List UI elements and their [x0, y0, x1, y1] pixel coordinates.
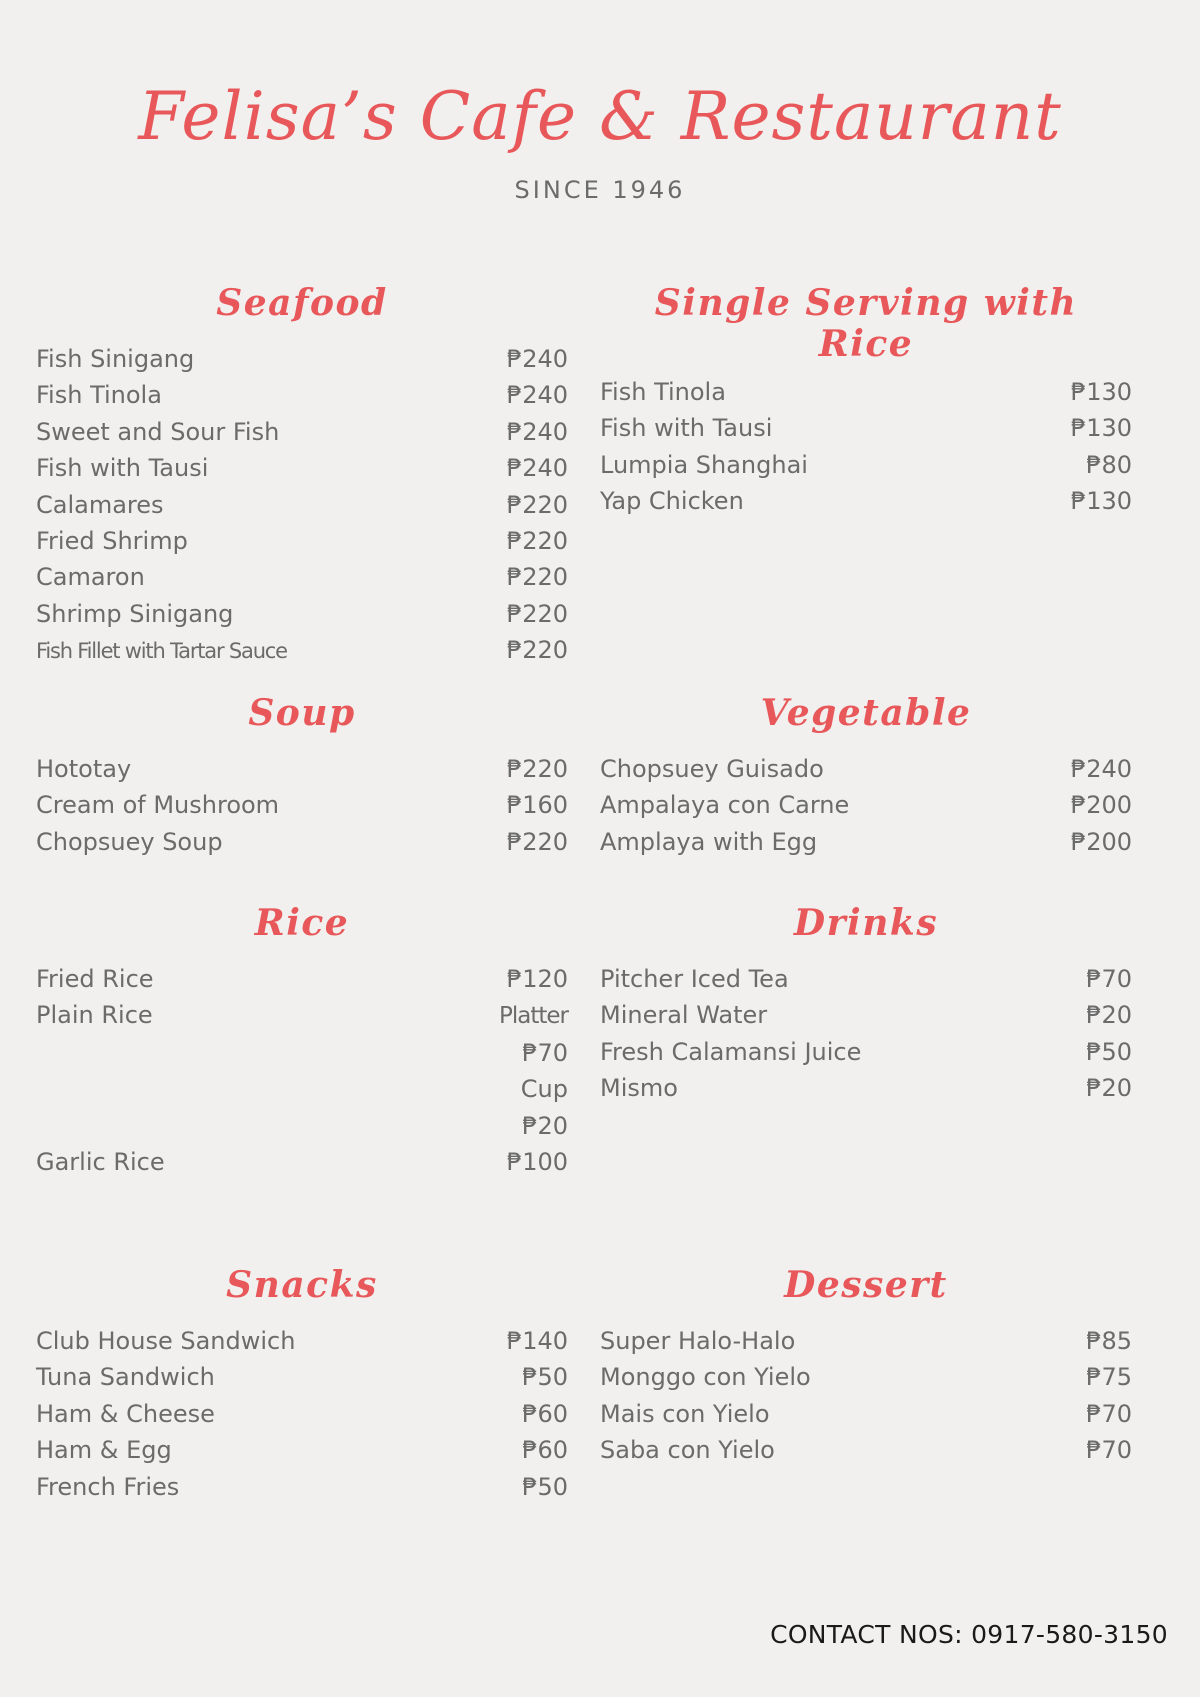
section-drinks: [600, 903, 1132, 1107]
item-price: ₱70: [1086, 1436, 1132, 1465]
menu-item: [600, 1432, 1132, 1468]
item-price: ₱70: [1086, 1399, 1132, 1428]
menu-item: [36, 377, 568, 413]
item-name: Camaron: [36, 563, 145, 592]
section-heading-soup: Soup: [248, 692, 356, 734]
item-name: Ham & Cheese: [36, 1399, 215, 1428]
menu-item: [36, 632, 568, 669]
item-price: ₱240: [506, 381, 568, 410]
item-name: Garlic Rice: [36, 1148, 165, 1177]
menu-item: [36, 997, 568, 1034]
item-name: Fried Rice: [36, 965, 154, 993]
item-price: ₱80: [1086, 450, 1132, 479]
item-price: ₱220: [506, 755, 568, 783]
section-heading-single-serving: [600, 283, 1132, 365]
item-price: ₱220: [506, 827, 568, 856]
menu-item: [36, 596, 568, 632]
menu-item: [600, 824, 1132, 860]
item-name: Ham & Egg: [36, 1436, 172, 1465]
menu-item: [36, 1144, 568, 1180]
item-name: French Fries: [36, 1472, 180, 1501]
item-price: ₱220: [506, 527, 568, 556]
menu-item: [600, 1359, 1132, 1395]
section-heading-vegetable: Vegetable: [760, 692, 972, 734]
item-price: ₱130: [1070, 487, 1132, 516]
menu-item: [600, 1323, 1132, 1359]
since-subtitle: SINCE 1946: [514, 176, 686, 204]
item-name: Amplaya with Egg: [600, 827, 818, 856]
menu-item: [600, 997, 1132, 1033]
menu-item: [36, 1323, 568, 1359]
item-price: ₱140: [506, 1327, 568, 1355]
section-heading-drinks: Drinks: [793, 902, 939, 944]
item-price: ₱200: [1070, 791, 1132, 820]
restaurant-title: Felisa’s Cafe & Restaurant: [138, 78, 1062, 155]
menu-item: [36, 1469, 568, 1505]
item-price: ₱20: [522, 1111, 568, 1140]
menu-item: [600, 1396, 1132, 1432]
item-price: ₱60: [522, 1436, 568, 1465]
item-price: ₱240: [506, 417, 568, 446]
item-name: Lumpia Shanghai: [600, 450, 808, 479]
item-name: Shrimp Sinigang: [36, 599, 234, 628]
section-heading-rice: Rice: [254, 902, 350, 944]
section-vegetable: [600, 693, 1132, 860]
menu-item: [36, 559, 568, 595]
item-name: Fish with Tausi: [36, 454, 209, 483]
menu-item: [36, 751, 568, 787]
section-seafood: [36, 283, 568, 670]
item-price: ₱50: [522, 1472, 568, 1501]
section-dessert: [600, 1265, 1132, 1469]
menu-item: [36, 450, 568, 486]
menu-item: [600, 410, 1132, 446]
item-price: ₱130: [1070, 378, 1132, 406]
menu-item: [36, 1359, 568, 1395]
item-price: ₱60: [522, 1399, 568, 1428]
heading-line-2: Rice: [818, 323, 914, 365]
menu-item: [600, 1034, 1132, 1070]
item-name: Plain Rice: [36, 1001, 153, 1030]
menu-item: [600, 374, 1132, 410]
item-price: ₱130: [1070, 414, 1132, 443]
item-price: ₱20: [1086, 1001, 1132, 1030]
item-name: Cream of Mushroom: [36, 791, 280, 820]
item-price: ₱240: [506, 345, 568, 373]
menu-item: [600, 961, 1132, 997]
section-snacks: [36, 1265, 568, 1505]
item-name: Sweet and Sour Fish: [36, 417, 280, 446]
menu-item: [36, 341, 568, 377]
menu-item: [600, 447, 1132, 483]
item-name: Fish Tinola: [36, 381, 162, 410]
item-name: Fish Tinola: [600, 378, 726, 406]
heading-line-1: Single Serving with: [654, 282, 1078, 324]
item-name: Chopsuey Guisado: [600, 755, 824, 783]
item-price: ₱50: [1086, 1037, 1132, 1066]
contact-number: CONTACT NOS: 0917-580-3150: [770, 1620, 1168, 1649]
item-price: ₱240: [506, 454, 568, 483]
item-name: Fried Shrimp: [36, 527, 188, 556]
item-name: Mais con Yielo: [600, 1399, 770, 1428]
item-name: Mismo: [600, 1074, 678, 1103]
item-name: Tuna Sandwich: [36, 1363, 215, 1392]
item-name: Fish with Tausi: [600, 414, 773, 443]
item-price: ₱220: [506, 563, 568, 592]
item-price: ₱70: [1086, 965, 1132, 993]
item-price: ₱220: [506, 490, 568, 519]
item-name: Chopsuey Soup: [36, 827, 223, 856]
menu-item: [36, 523, 568, 559]
menu-item: [36, 1396, 568, 1432]
item-name: Saba con Yielo: [600, 1436, 775, 1465]
item-price-label: Cup: [520, 1075, 568, 1104]
item-price-label: Platter: [499, 1003, 568, 1030]
item-name: Super Halo-Halo: [600, 1327, 796, 1355]
item-price: ₱240: [1070, 755, 1132, 783]
item-price: ₱100: [506, 1148, 568, 1177]
menu-item: [36, 824, 568, 860]
section-soup: [36, 693, 568, 860]
item-price: ₱85: [1086, 1327, 1132, 1355]
item-price: ₱75: [1086, 1363, 1132, 1392]
menu-item: [36, 1432, 568, 1468]
menu-item: [36, 414, 568, 450]
item-name: Ampalaya con Carne: [600, 791, 850, 820]
section-heading-dessert: Dessert: [784, 1264, 948, 1306]
item-name: Hototay: [36, 755, 132, 783]
menu-item: [600, 483, 1132, 519]
menu-item: [36, 961, 568, 997]
item-price: ₱20: [1086, 1074, 1132, 1103]
menu-item: [36, 487, 568, 523]
item-price: ₱50: [522, 1363, 568, 1392]
section-heading-snacks: Snacks: [226, 1264, 378, 1306]
menu-item: [600, 787, 1132, 823]
item-name: Mineral Water: [600, 1001, 768, 1030]
item-price: ₱160: [506, 791, 568, 820]
item-price: ₱120: [506, 965, 568, 993]
menu-item: [600, 1070, 1132, 1106]
item-name: Fish Fillet with Tartar Sauce: [36, 639, 287, 664]
item-name: Club House Sandwich: [36, 1327, 296, 1355]
item-price: ₱70: [522, 1038, 568, 1067]
item-name: Monggo con Yielo: [600, 1363, 811, 1392]
item-price: ₱220: [506, 636, 568, 665]
item-name: Fish Sinigang: [36, 345, 195, 373]
item-price: ₱200: [1070, 827, 1132, 856]
section-rice: [36, 903, 568, 1180]
menu-item: [600, 751, 1132, 787]
item-name: Pitcher Iced Tea: [600, 965, 789, 993]
section-heading-seafood: Seafood: [216, 282, 388, 324]
item-name: Fresh Calamansi Juice: [600, 1037, 862, 1066]
item-price: ₱220: [506, 599, 568, 628]
item-name: Calamares: [36, 490, 164, 519]
menu-item: [36, 787, 568, 823]
section-single-serving: [600, 283, 1132, 520]
item-name: Yap Chicken: [600, 487, 744, 516]
